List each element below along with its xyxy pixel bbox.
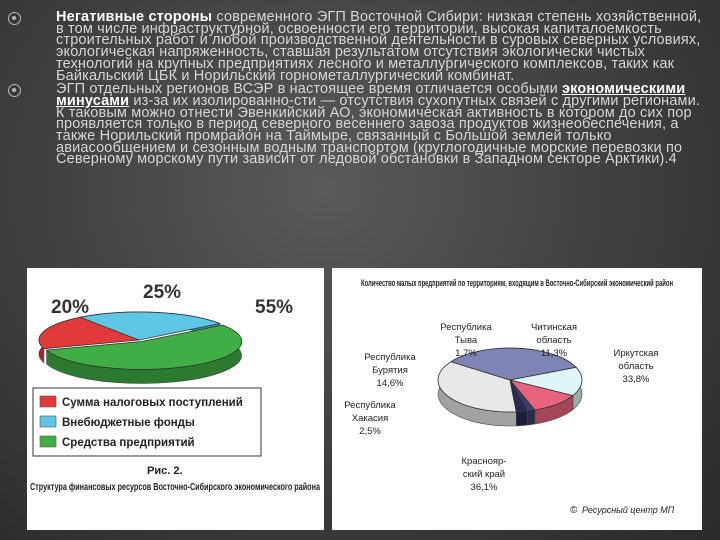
bullet-item-economic-minuses: [8, 81, 708, 168]
enterprises-chart-image: [332, 268, 702, 530]
pie1-legend-label: Сумма налоговых поступлений: [62, 397, 243, 409]
pie1-legend-label: Средства предприятий: [62, 437, 195, 449]
pie2-slice-side: [516, 411, 527, 426]
pie1-legend-swatch: [40, 416, 56, 427]
copyright-icon: ©: [570, 505, 578, 516]
bullet-icon: [8, 12, 21, 25]
enterprises-pie-slices: [438, 348, 582, 426]
pie2-slice-label: Республика Бурятия 14,6%: [364, 352, 416, 389]
pie2-slice-label: Краснояр-ский край 36,1%: [461, 456, 507, 493]
pie1-figure-label: Рис. 2.: [147, 465, 183, 477]
bullet1-bold: Негативные стороны: [56, 9, 213, 25]
pie2-slice-label: Республика Тыва 1,7%: [440, 322, 492, 359]
pie1-value-label: 25%: [143, 282, 182, 303]
pie2-slice-label: Иркутская область 33,8%: [613, 348, 659, 385]
pie2-slice-label: Читинская область 11,3%: [530, 322, 578, 359]
finance-pie-chart: [27, 268, 324, 530]
bullet-item-negative-sides: [8, 9, 708, 84]
pie1-title: Структура финансовых ресурсов Восточно-Сибирского экономического района: [30, 481, 321, 493]
bullet-icon: [8, 84, 21, 97]
pie1-legend-label: Внебюджетные фонды: [62, 417, 195, 429]
bullet2-text-part1: ЭГП отдельных регионов ВСЭР в настоящее время отличается особыми: [56, 81, 563, 98]
pie1-value-label: 55%: [255, 297, 294, 318]
pie2-slice-side: [527, 410, 534, 425]
pie2-slice-label: Республика Хакасия 2,5%: [344, 400, 396, 437]
pie1-legend-swatch: [40, 396, 56, 407]
pie1-legend-swatch: [40, 436, 56, 447]
bullet-list: [8, 9, 708, 168]
bullet2-bold: экономическими минусами: [56, 81, 686, 109]
enterprises-pie-chart: [332, 268, 702, 530]
pie2-title: Количество малых предприятий по территориям, входящим в Восточно-Сибирский экономический район: [361, 278, 674, 289]
finance-chart-image: [27, 268, 324, 530]
pie2-footer: Ресурсный центр МП: [582, 505, 675, 515]
bullet1-text: современного ЭГП Восточной Сибири: низкая степень хозяйственной, в том числе инфраструктурной, освоенности его территории, высокая капиталоемкость строительных работ и любой производственной деятельности в суровых северных условиях, экологическая напряженность, ставшая результатом отсутствия экологически чистых технологий на крупных предприятиях лесного и металлургического комплексов, таких как Байкальский ЦБК и Норильский горнометаллургический комбинат.: [56, 9, 702, 84]
pie1-value-label: 20%: [51, 297, 90, 318]
bullet2-text-part2: из-за их изолированно-сти — отсутствия сухопутных связей с другими регионами. К таковым можно отнести Эвенкийский АО, экономическая активность в котором до сих пор проявляется только в период северного весеннего завоза продуктов жизнеобеспечения, а также Норильский промрайон на Таймыре, связанный с Большой землей только авиасообщением и сезонным водным транспортом (круглогодичные морские перевозки по Северному морскому пути зависит от ледовой обстановки в Западном секторе Арктики).4: [56, 92, 701, 168]
finance-pie-slices: [39, 312, 242, 384]
